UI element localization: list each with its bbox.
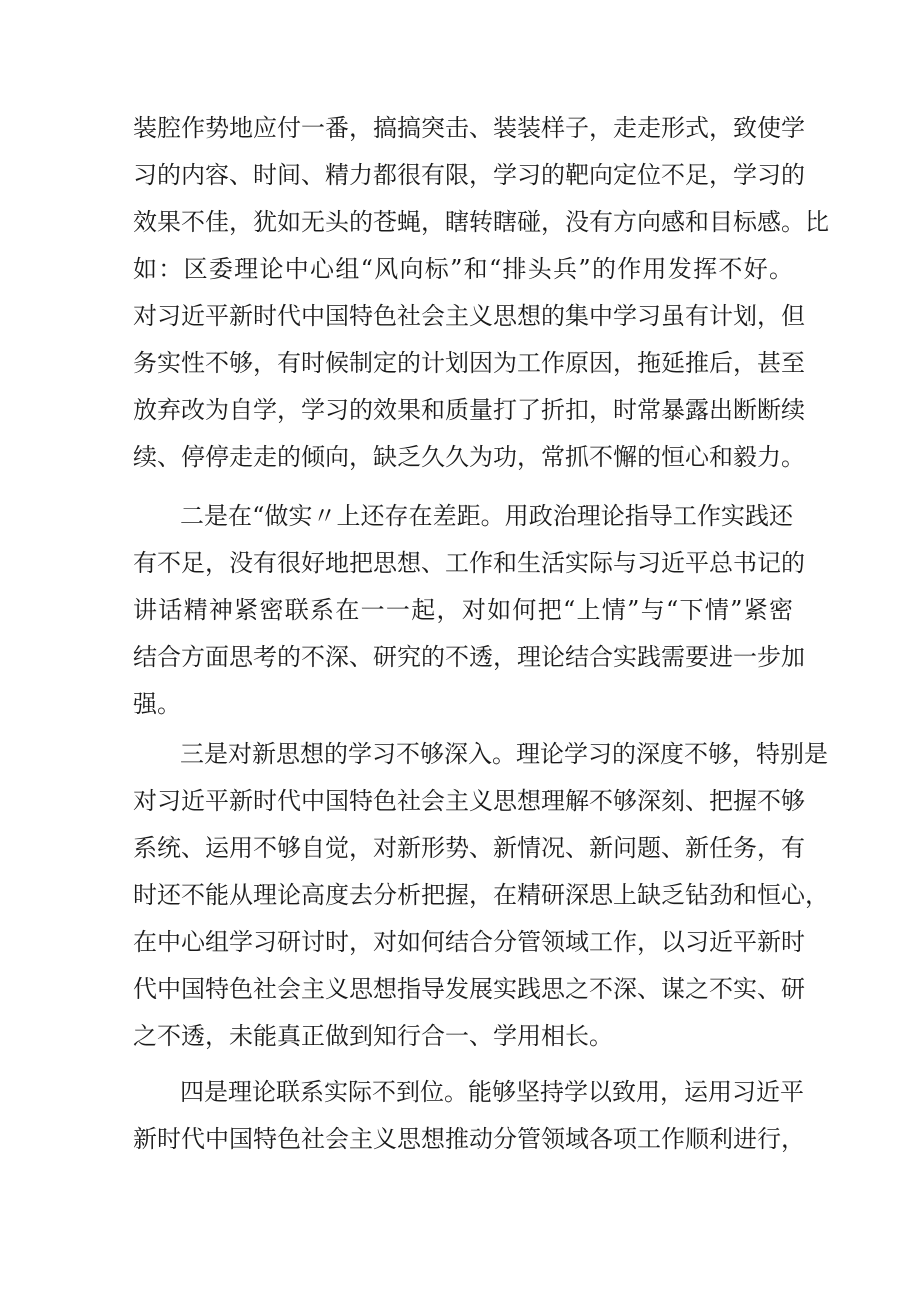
paragraph-line: 代中国特色社会主义思想指导发展实践思之不深、谋之不实、研: [133, 975, 805, 1003]
paragraph-line: 习的内容、时间、精力都很有限，学习的靶向定位不足，学习的: [133, 161, 805, 189]
paragraph-line: 有不足，没有很好地把思想、工作和生活实际与习近平总书记的: [133, 549, 805, 577]
paragraph-line: 如：区委理论中心组“风向标”和“排头兵”的作用发挥不好。: [133, 255, 793, 283]
paragraph-line: 之不透，未能真正做到知行合一、学用相长。: [133, 1022, 613, 1050]
paragraph-first-line: 二是在“做实〃上还存在差距。用政治理论指导工作实践还: [180, 502, 793, 530]
paragraph-line: 装腔作势地应付一番，搞搞突击、装装样子，走走形式，致使学: [133, 114, 805, 142]
paragraph-line: 对习近平新时代中国特色社会主义思想的集中学习虽有计划，但: [133, 302, 805, 330]
paragraph-line: 效果不佳，犹如无头的苍蝇，瞎转瞎碰，没有方向感和目标感。比: [133, 208, 829, 236]
paragraph-line: 系统、运用不够自觉，对新形势、新情况、新问题、新任务，有: [133, 834, 805, 862]
paragraph-line: 在中心组学习研讨时，对如何结合分管领域工作，以习近平新时: [133, 928, 805, 956]
paragraph-first-line: 四是理论联系实际不到位。能够坚持学以致用，运用习近平: [180, 1078, 804, 1106]
paragraph-first-line: 三是对新思想的学习不够深入。理论学习的深度不够，特别是: [180, 740, 828, 768]
paragraph-line: 新时代中国特色社会主义思想推动分管领域各项工作顺利进行，: [133, 1125, 805, 1153]
paragraph-line: 放弃改为自学，学习的效果和质量打了折扣，时常暴露出断断续: [133, 396, 805, 424]
paragraph-line: 对习近平新时代中国特色社会主义思想理解不够深刻、把握不够: [133, 787, 805, 815]
paragraph-line: 时还不能从理论高度去分析把握，在精研深思上缺乏钻劲和恒心，: [133, 881, 829, 909]
paragraph-line: 讲话精神紧密联系在一一起，对如何把“上情”与“下情”紧密: [133, 596, 793, 624]
paragraph-line: 务实性不够，有时候制定的计划因为工作原因，拖延推后，甚至: [133, 349, 805, 377]
paragraph-line: 续、停停走走的倾向，缺乏久久为功，常抓不懈的恒心和毅力。: [133, 443, 805, 471]
paragraph-line: 强。: [133, 690, 181, 718]
paragraph-line: 结合方面思考的不深、研究的不透，理论结合实践需要进一步加: [133, 643, 805, 671]
